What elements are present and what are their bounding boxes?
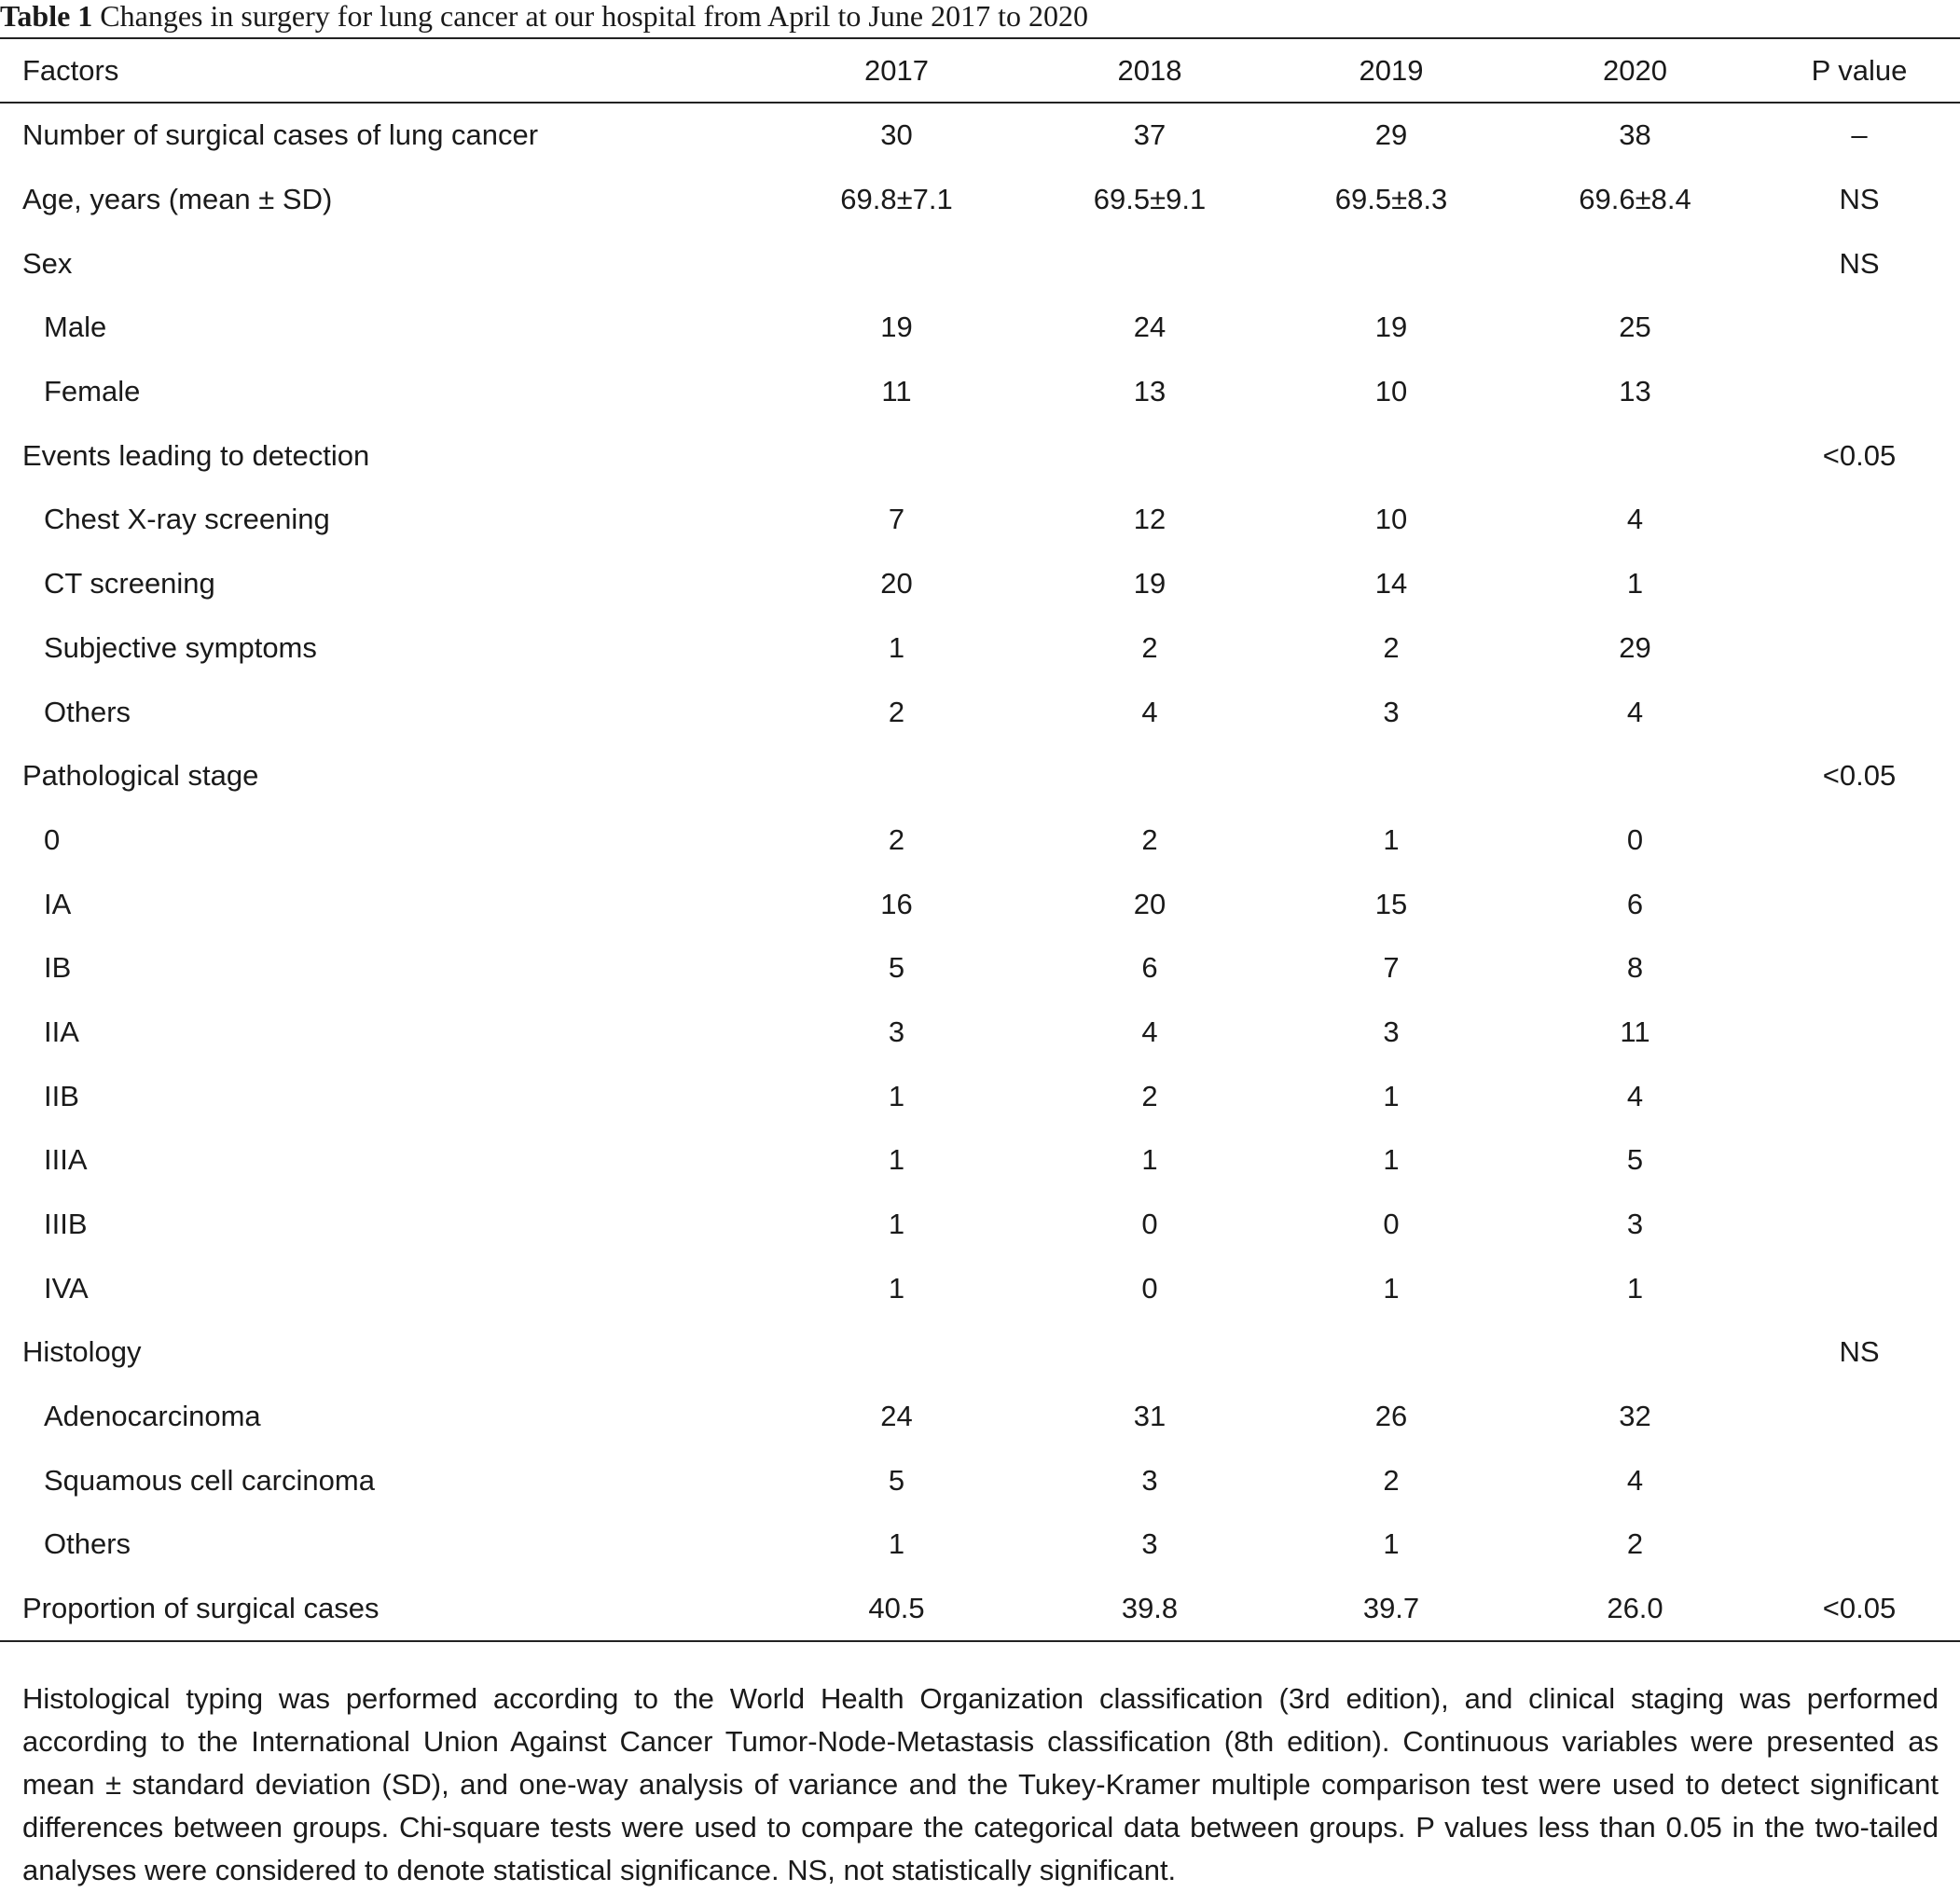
cell-p-value: <0.05 bbox=[1822, 759, 1897, 793]
cell-p-value bbox=[1759, 1193, 1960, 1257]
cell-p-value bbox=[1759, 1385, 1960, 1449]
cell-2019 bbox=[1271, 423, 1511, 488]
table-row bbox=[0, 1001, 1960, 1065]
cell-2019 bbox=[1271, 744, 1511, 808]
cell-2018: 6 bbox=[1141, 951, 1158, 985]
cell-p-value bbox=[1759, 296, 1960, 360]
cell-p-value bbox=[1759, 808, 1960, 873]
cell-2020 bbox=[1511, 744, 1759, 808]
cell-2020: 1 bbox=[1626, 567, 1644, 601]
table-row bbox=[0, 1512, 1960, 1577]
cell-2017 bbox=[765, 231, 1028, 296]
cell-2017: 3 bbox=[888, 1015, 905, 1048]
table-row bbox=[0, 936, 1960, 1001]
cell-2017: 2 bbox=[888, 695, 905, 728]
cell-2019 bbox=[1271, 1320, 1511, 1385]
cell-p-value bbox=[1759, 360, 1960, 424]
cell-2020 bbox=[1511, 231, 1759, 296]
table-row bbox=[0, 231, 1960, 296]
cell-2019: 1 bbox=[1383, 1271, 1400, 1305]
cell-p-value: <0.05 bbox=[1822, 1592, 1897, 1625]
cell-2020: 29 bbox=[1619, 630, 1651, 664]
cell-2017: 2 bbox=[888, 822, 905, 856]
cell-2020: 6 bbox=[1626, 887, 1644, 920]
surgery-table bbox=[0, 39, 1960, 1641]
table-row bbox=[0, 1064, 1960, 1128]
cell-2020: 4 bbox=[1626, 1463, 1644, 1497]
row-subfactor-label: IB bbox=[44, 951, 72, 985]
row-factor-label: Histology bbox=[22, 1335, 142, 1369]
row-subfactor-label: Chest X-ray screening bbox=[44, 503, 330, 536]
cell-2019: 1 bbox=[1383, 822, 1400, 856]
table-row bbox=[0, 552, 1960, 616]
row-factor-label: Sex bbox=[22, 246, 73, 280]
table-row bbox=[0, 872, 1960, 936]
cell-p-value: NS bbox=[1839, 183, 1880, 216]
cell-p-value bbox=[1759, 1001, 1960, 1065]
row-factor-label: Events leading to detection bbox=[22, 438, 370, 472]
row-factor-label: Proportion of surgical cases bbox=[22, 1592, 380, 1625]
cell-2017: 24 bbox=[880, 1400, 913, 1433]
cell-2020: 4 bbox=[1626, 695, 1644, 728]
cell-p-value bbox=[1759, 552, 1960, 616]
table-row bbox=[0, 1256, 1960, 1320]
cell-2020: 69.6±8.4 bbox=[1579, 183, 1691, 216]
table-row bbox=[0, 1385, 1960, 1449]
cell-p-value bbox=[1759, 936, 1960, 1001]
table-caption bbox=[0, 0, 1088, 37]
cell-2018: 0 bbox=[1141, 1208, 1158, 1241]
cell-2017 bbox=[765, 744, 1028, 808]
cell-2020: 13 bbox=[1619, 375, 1651, 408]
cell-p-value bbox=[1759, 680, 1960, 744]
table-row bbox=[0, 102, 1960, 168]
cell-2018: 4 bbox=[1141, 695, 1158, 728]
table-row bbox=[0, 360, 1960, 424]
cell-2018: 3 bbox=[1141, 1463, 1158, 1497]
cell-2017: 1 bbox=[888, 1527, 905, 1561]
cell-2018: 13 bbox=[1133, 375, 1166, 408]
table-row bbox=[0, 808, 1960, 873]
cell-2019 bbox=[1271, 231, 1511, 296]
cell-2019: 1 bbox=[1383, 1079, 1400, 1112]
row-factor-label: Age, years (mean ± SD) bbox=[22, 183, 333, 216]
cell-2019: 69.5±8.3 bbox=[1334, 183, 1448, 216]
header-2019: 2019 bbox=[1359, 53, 1424, 87]
cell-2018: 39.8 bbox=[1121, 1592, 1179, 1625]
row-subfactor-label: IIIB bbox=[44, 1208, 88, 1241]
cell-2018: 4 bbox=[1141, 1015, 1158, 1048]
table-row bbox=[0, 1128, 1960, 1193]
table-row bbox=[0, 296, 1960, 360]
cell-p-value bbox=[1759, 1256, 1960, 1320]
cell-2019: 7 bbox=[1383, 951, 1400, 985]
cell-2018 bbox=[1028, 231, 1271, 296]
header-2020: 2020 bbox=[1603, 53, 1667, 87]
cell-p-value bbox=[1759, 1448, 1960, 1512]
cell-2020 bbox=[1511, 423, 1759, 488]
cell-2018: 0 bbox=[1141, 1271, 1158, 1305]
cell-2019: 10 bbox=[1374, 503, 1408, 536]
cell-2017: 5 bbox=[888, 951, 905, 985]
cell-p-value bbox=[1759, 1128, 1960, 1193]
cell-p-value bbox=[1759, 488, 1960, 552]
cell-p-value bbox=[1759, 616, 1960, 681]
table-row bbox=[0, 1448, 1960, 1512]
cell-2018 bbox=[1028, 744, 1271, 808]
row-factor-label: Pathological stage bbox=[22, 759, 259, 793]
cell-2020: 4 bbox=[1626, 1079, 1644, 1112]
cell-2020: 38 bbox=[1619, 118, 1651, 152]
cell-2019: 0 bbox=[1383, 1208, 1400, 1241]
cell-2017: 7 bbox=[888, 503, 905, 536]
table-row bbox=[0, 744, 1960, 808]
cell-2017: 5 bbox=[888, 1463, 905, 1497]
cell-2018: 19 bbox=[1133, 567, 1166, 601]
cell-2017: 16 bbox=[880, 887, 913, 920]
cell-2017: 30 bbox=[880, 118, 913, 152]
row-subfactor-label: Squamous cell carcinoma bbox=[44, 1463, 375, 1497]
table-row bbox=[0, 616, 1960, 681]
row-subfactor-label: IIB bbox=[44, 1079, 79, 1112]
cell-2017: 69.8±7.1 bbox=[840, 183, 953, 216]
row-subfactor-label: Adenocarcinoma bbox=[44, 1400, 261, 1433]
cell-2018 bbox=[1028, 423, 1271, 488]
header-2017: 2017 bbox=[864, 53, 929, 87]
cell-p-value: NS bbox=[1839, 246, 1880, 280]
cell-2018: 2 bbox=[1141, 1079, 1158, 1112]
cell-p-value: <0.05 bbox=[1822, 438, 1897, 472]
cell-2019: 2 bbox=[1383, 630, 1400, 664]
cell-2018: 12 bbox=[1133, 503, 1166, 536]
cell-2017: 1 bbox=[888, 630, 905, 664]
cell-2019: 26 bbox=[1374, 1400, 1408, 1433]
cell-2020: 26.0 bbox=[1607, 1592, 1663, 1625]
cell-2020: 11 bbox=[1620, 1015, 1650, 1048]
row-subfactor-label: IA bbox=[44, 887, 72, 920]
cell-2020 bbox=[1511, 1320, 1759, 1385]
cell-2020: 25 bbox=[1619, 311, 1651, 344]
cell-2020: 8 bbox=[1626, 951, 1644, 985]
cell-2020: 3 bbox=[1626, 1208, 1644, 1241]
header-factors: Factors bbox=[22, 53, 119, 87]
cell-2019: 19 bbox=[1374, 311, 1408, 344]
table-row bbox=[0, 1577, 1960, 1641]
cell-p-value: – bbox=[1851, 118, 1868, 152]
cell-2017: 20 bbox=[880, 567, 913, 601]
cell-2017: 19 bbox=[880, 311, 913, 344]
row-factor-label: Number of surgical cases of lung cancer bbox=[22, 118, 539, 152]
table-header-row bbox=[0, 39, 1960, 102]
cell-2017: 1 bbox=[888, 1271, 905, 1305]
cell-2018: 1 bbox=[1141, 1143, 1158, 1177]
table-caption-title: Changes in surgery for lung cancer at our hospital from April to June 2017 to 2020 bbox=[100, 0, 1088, 33]
cell-2017 bbox=[765, 423, 1028, 488]
cell-2019: 3 bbox=[1383, 1015, 1400, 1048]
cell-2019: 1 bbox=[1383, 1527, 1400, 1561]
cell-2018: 37 bbox=[1133, 118, 1166, 152]
table-row bbox=[0, 168, 1960, 232]
cell-p-value bbox=[1759, 1064, 1960, 1128]
row-subfactor-label: CT screening bbox=[44, 567, 215, 601]
cell-2017: 11 bbox=[881, 375, 912, 408]
cell-2019: 14 bbox=[1374, 567, 1408, 601]
cell-2019: 39.7 bbox=[1362, 1592, 1420, 1625]
table-row bbox=[0, 1320, 1960, 1385]
cell-2018: 24 bbox=[1133, 311, 1166, 344]
cell-2020: 32 bbox=[1619, 1400, 1651, 1433]
table-footnote: Histological typing was performed according to the World Health Organization classification (3rd edition), and clinical staging was performed according to the International Union Against Cancer Tumor-Node-Metastasis classification (8th edition). Continuous variables were presented as mean ± standard deviation (SD), and one-way analysis of variance and the Tukey-Kramer multiple comparison test were used to detect significant differences between groups. Chi-square tests were used to compare the categorical data between groups. P values less than 0.05 in the two-tailed analyses were considered to denote statistical significance. NS, not statistically significant. bbox=[22, 1682, 1939, 1886]
row-subfactor-label: IVA bbox=[44, 1271, 89, 1305]
row-subfactor-label: Female bbox=[44, 375, 141, 408]
cell-2019: 3 bbox=[1383, 695, 1400, 728]
cell-p-value bbox=[1759, 872, 1960, 936]
cell-2017: 1 bbox=[888, 1143, 905, 1177]
cell-2017: 1 bbox=[888, 1079, 905, 1112]
cell-2020: 4 bbox=[1626, 503, 1644, 536]
cell-2017: 40.5 bbox=[868, 1592, 925, 1625]
row-subfactor-label: IIA bbox=[44, 1015, 79, 1048]
cell-2020: 1 bbox=[1626, 1271, 1644, 1305]
row-subfactor-label: Others bbox=[44, 1527, 131, 1561]
row-subfactor-label: Male bbox=[44, 311, 107, 344]
cell-p-value: NS bbox=[1839, 1335, 1880, 1369]
cell-2019: 10 bbox=[1374, 375, 1408, 408]
table-caption-label: Table 1 bbox=[0, 0, 93, 33]
row-subfactor-label: IIIA bbox=[44, 1143, 88, 1177]
header-p-value: P value bbox=[1811, 53, 1908, 87]
cell-2018: 2 bbox=[1141, 630, 1158, 664]
cell-2018 bbox=[1028, 1320, 1271, 1385]
header-2018: 2018 bbox=[1117, 53, 1182, 87]
cell-2017 bbox=[765, 1320, 1028, 1385]
cell-2019: 29 bbox=[1374, 118, 1408, 152]
table-row bbox=[0, 680, 1960, 744]
table-container bbox=[0, 39, 1960, 1641]
cell-2018: 20 bbox=[1133, 887, 1166, 920]
row-subfactor-label: Others bbox=[44, 695, 131, 728]
cell-2019: 1 bbox=[1383, 1143, 1400, 1177]
cell-2020: 5 bbox=[1626, 1143, 1644, 1177]
cell-2018: 3 bbox=[1141, 1527, 1158, 1561]
table-row bbox=[0, 1193, 1960, 1257]
cell-2019: 2 bbox=[1383, 1463, 1400, 1497]
table-body bbox=[0, 102, 1960, 1641]
cell-2018: 31 bbox=[1133, 1400, 1166, 1433]
cell-2020: 2 bbox=[1626, 1527, 1644, 1561]
cell-2018: 69.5±9.1 bbox=[1093, 183, 1207, 216]
cell-p-value bbox=[1759, 1512, 1960, 1577]
cell-2020: 0 bbox=[1626, 822, 1644, 856]
table-row bbox=[0, 488, 1960, 552]
cell-2018: 2 bbox=[1141, 822, 1158, 856]
cell-2017: 1 bbox=[888, 1208, 905, 1241]
table-row bbox=[0, 423, 1960, 488]
row-subfactor-label: 0 bbox=[44, 822, 61, 856]
cell-2019: 15 bbox=[1374, 887, 1408, 920]
row-subfactor-label: Subjective symptoms bbox=[44, 630, 317, 664]
